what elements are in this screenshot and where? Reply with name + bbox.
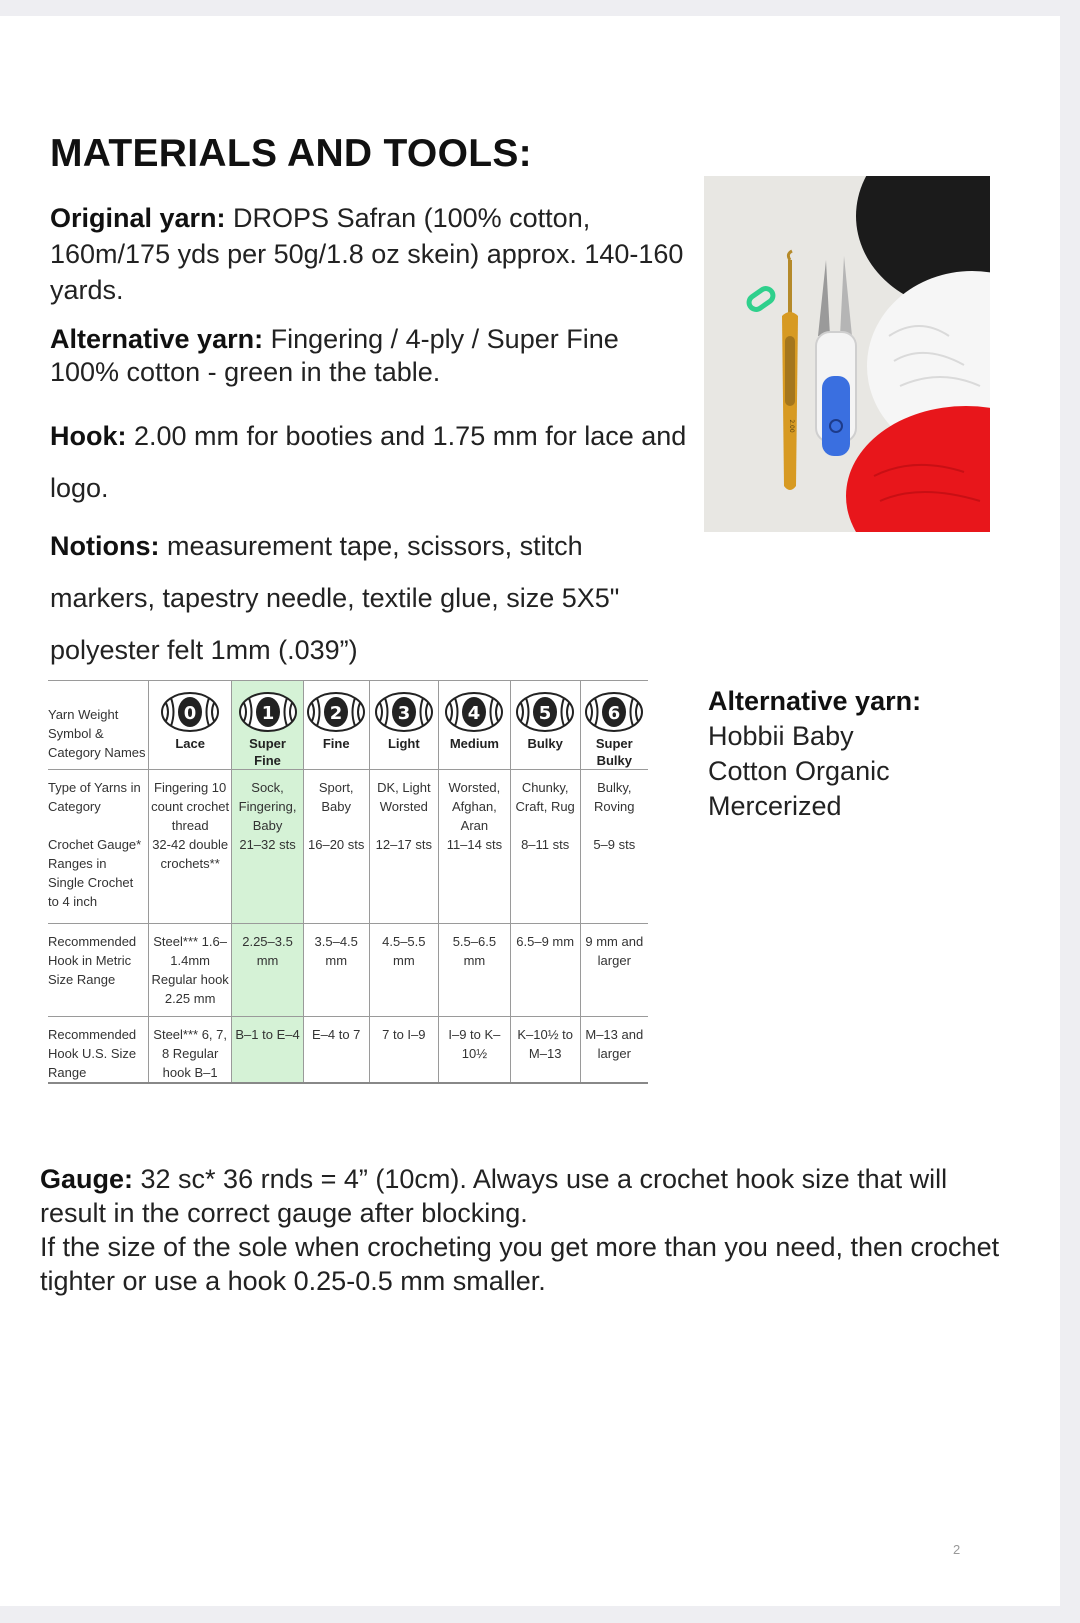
hook-label: Hook: xyxy=(50,421,127,451)
cell-us-6: M–13 and larger xyxy=(580,1017,648,1084)
gauge-text-2: If the size of the sole when crocheting you get more than you need, then crochet tighter or use a hook 0.25-0.5 mm smaller. xyxy=(40,1232,1000,1296)
col-5-name: Bulky xyxy=(527,736,563,751)
cell-gauge-3: 12–17 sts xyxy=(369,835,438,924)
yarn-weight-5-number: 5 xyxy=(538,703,552,724)
col-6-head xyxy=(580,681,648,770)
notions-paragraph xyxy=(50,520,690,676)
yarn-weight-0-number: 0 xyxy=(183,703,197,724)
col-4-name: Medium xyxy=(449,736,499,751)
col-2-name: Fine xyxy=(322,736,350,751)
gauge-text: 32 sc* 36 rnds = 4” (10cm). Always use a crochet hook size that will result in the correct gauge after blocking. xyxy=(40,1164,948,1228)
cell-type-0: Fingering 10 count crochet thread xyxy=(149,770,232,836)
alt-note-line-1: Hobbii Baby xyxy=(708,721,854,751)
alternative-yarn-note xyxy=(708,684,1008,824)
original-yarn-text: DROPS Safran (100% cotton, 160m/175 yds per 50g/1.8 oz skein) approx. 140-160 yards. xyxy=(50,203,684,305)
table-row-metric xyxy=(48,924,648,1017)
gauge-paragraph xyxy=(40,1162,1000,1298)
alt-note-line-3: Mercerized xyxy=(708,791,842,821)
hook-text: 2.00 mm for booties and 1.75 mm for lace and logo. xyxy=(50,421,687,503)
table-row-type xyxy=(48,770,648,836)
cell-metric-2: 3.5–4.5 mm xyxy=(303,924,369,1017)
yarn-weight-6-number: 6 xyxy=(608,703,621,724)
yarn-weight-table xyxy=(48,680,648,1084)
yarn-weight-0-icon xyxy=(160,691,220,733)
row-head-symbol: Yarn Weight Symbol & Category Names xyxy=(48,681,149,770)
cell-type-2: Sport, Baby xyxy=(303,770,369,836)
col-6-name: Super Bulky xyxy=(595,736,633,768)
table-row-gauge xyxy=(48,835,648,924)
cell-type-4: Worsted, Afghan, Aran xyxy=(439,770,511,836)
yarn-weight-3-icon xyxy=(374,691,434,733)
section-heading: MATERIALS AND TOOLS: xyxy=(50,132,532,175)
hook-paragraph xyxy=(50,410,690,514)
yarn-weight-6-icon xyxy=(584,691,644,733)
col-3-name: Light xyxy=(387,736,420,751)
cell-gauge-6: 5–9 sts xyxy=(580,835,648,924)
cell-type-5: Chunky, Craft, Rug xyxy=(510,770,580,836)
cell-metric-0: Steel*** 1.6–1.4mm Regular hook 2.25 mm xyxy=(149,924,232,1017)
col-1-name: Super Fine xyxy=(249,736,286,768)
col-0-name: Lace xyxy=(175,736,205,751)
cell-us-1: B–1 to E–4 xyxy=(232,1017,304,1084)
col-4-head xyxy=(439,681,511,770)
cell-gauge-5: 8–11 sts xyxy=(510,835,580,924)
notions-text: measurement tape, scissors, stitch markers, tapestry needle, textile glue, size 5X5" polyester felt 1mm (.039”) xyxy=(50,531,620,665)
tools-photo-illustration xyxy=(704,176,990,532)
notions-label: Notions: xyxy=(50,531,160,561)
cell-metric-1: 2.25–3.5 mm xyxy=(232,924,304,1017)
col-2-head xyxy=(303,681,369,770)
alternative-yarn-label: Alternative yarn: xyxy=(50,324,264,354)
yarn-weight-3-number: 3 xyxy=(397,703,411,724)
tools-photo xyxy=(704,176,990,532)
original-yarn-label: Original yarn: xyxy=(50,203,226,233)
page-number: 2 xyxy=(953,1542,961,1557)
gauge-label: Gauge: xyxy=(40,1164,134,1194)
cell-gauge-0: 32-42 double crochets** xyxy=(149,835,232,924)
cell-us-5: K–10½ to M–13 xyxy=(510,1017,580,1084)
cell-type-3: DK, Light Worsted xyxy=(369,770,438,836)
yarn-weight-4-number: 4 xyxy=(468,703,481,724)
cell-metric-4: 5.5–6.5 mm xyxy=(439,924,511,1017)
cell-metric-6: 9 mm and larger xyxy=(580,924,648,1017)
yarn-weight-5-icon xyxy=(515,691,575,733)
table-row-symbol xyxy=(48,681,648,770)
cell-metric-5: 6.5–9 mm xyxy=(510,924,580,1017)
alt-note-label: Alternative yarn: xyxy=(708,686,922,716)
col-3-head xyxy=(369,681,438,770)
table-row-us xyxy=(48,1017,648,1084)
cell-gauge-1: 21–32 sts xyxy=(232,835,304,924)
yarn-weight-1-icon xyxy=(238,691,298,733)
cell-us-4: I–9 to K–10½ xyxy=(439,1017,511,1084)
row-head-us: Recommended Hook U.S. Size Range xyxy=(48,1017,149,1084)
cell-us-3: 7 to I–9 xyxy=(369,1017,438,1084)
hook-size-text: 2.00 xyxy=(788,419,795,433)
yarn-weight-2-icon xyxy=(306,691,366,733)
alternative-yarn-paragraph xyxy=(50,323,690,389)
yarn-weight-1-number: 1 xyxy=(261,703,274,724)
yarn-weight-2-number: 2 xyxy=(329,703,343,724)
cell-us-2: E–4 to 7 xyxy=(303,1017,369,1084)
yarn-weight-4-icon xyxy=(444,691,504,733)
row-head-gauge: Crochet Gauge* Ranges in Single Crochet to 4 inch xyxy=(48,837,142,909)
cell-us-0: Steel*** 6, 7, 8 Regular hook B–1 xyxy=(149,1017,232,1084)
col-5-head xyxy=(510,681,580,770)
row-head-type: Type of Yarns in Category xyxy=(48,770,149,836)
original-yarn-paragraph xyxy=(50,200,690,308)
cell-gauge-4: 11–14 sts xyxy=(439,835,511,924)
col-1-head xyxy=(232,681,304,770)
alternative-yarn-text: Fingering / 4-ply / Super Fine 100% cotton - green in the table. xyxy=(50,324,619,387)
row-head-metric: Recommended Hook in Metric Size Range xyxy=(48,924,149,1017)
col-0-head xyxy=(149,681,232,770)
cell-type-1: Sock, Fingering, Baby xyxy=(232,770,304,836)
alt-note-line-2: Cotton Organic xyxy=(708,756,890,786)
cell-type-6: Bulky, Roving xyxy=(580,770,648,836)
cell-gauge-2: 16–20 sts xyxy=(303,835,369,924)
cell-metric-3: 4.5–5.5 mm xyxy=(369,924,438,1017)
